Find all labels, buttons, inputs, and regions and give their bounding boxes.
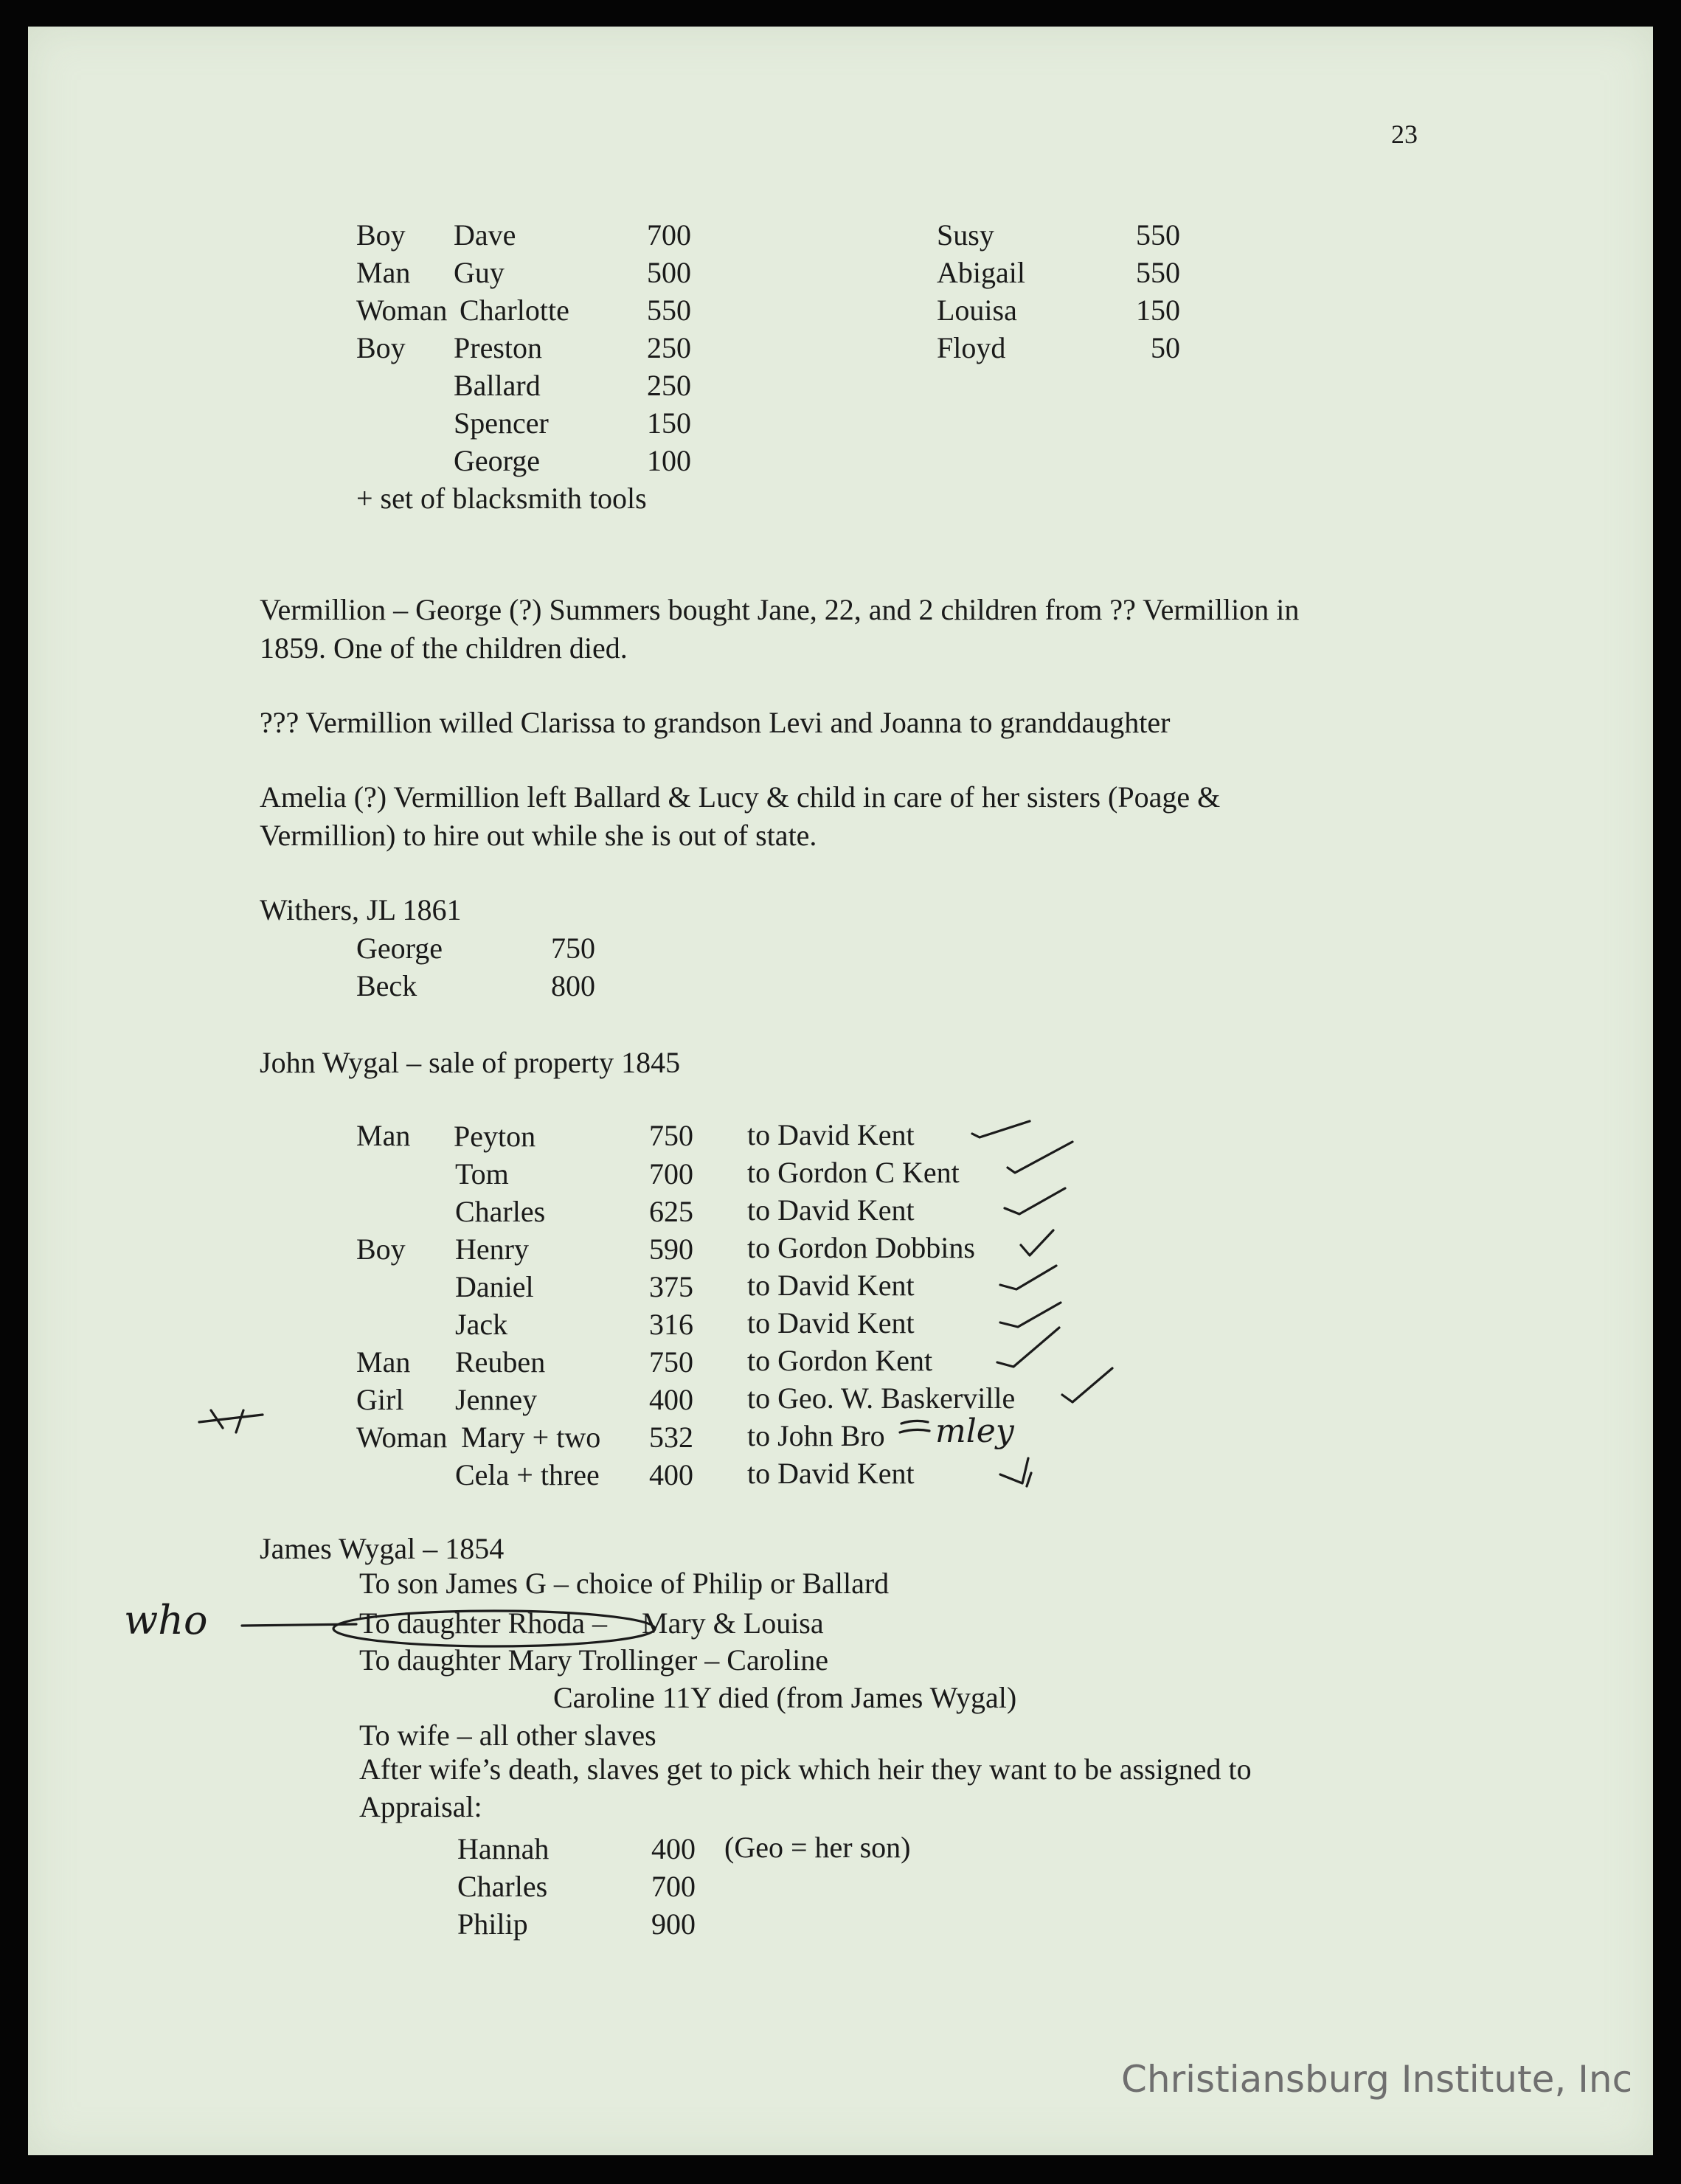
table-value: 550: [1136, 256, 1180, 289]
asterisk-icon: [199, 1410, 263, 1432]
table-value: 250: [647, 369, 691, 402]
handwritten-correction: mley: [935, 1412, 1014, 1450]
table-value: 750: [649, 1345, 693, 1379]
table-name: Mary + two: [461, 1421, 601, 1454]
vermillion-paragraph: Amelia (?) Vermillion left Ballard & Lucy & child in care of her sisters (Poage &: [260, 780, 1221, 814]
tools-note: + set of blacksmith tools: [356, 482, 647, 515]
table-value: 700: [649, 1157, 693, 1190]
table-value: 750: [551, 932, 595, 965]
table-value: 400: [649, 1383, 693, 1416]
table-buyer: to Geo. W. Baskerville: [747, 1382, 1016, 1415]
table-value: 532: [649, 1421, 693, 1454]
table-name: Hannah: [457, 1832, 550, 1865]
table-name: Daniel: [455, 1270, 534, 1303]
john-wygal-heading: John Wygal – sale of property 1845: [260, 1046, 681, 1079]
watermark: Christiansburg Institute, Inc: [1121, 2058, 1633, 2101]
table-type: Boy: [356, 218, 406, 252]
table-type: Boy: [356, 1233, 406, 1266]
table-name: Abigail: [937, 256, 1025, 289]
vermillion-paragraph: Vermillion) to hire out while she is out of state.: [260, 819, 817, 852]
table-value: 150: [647, 406, 691, 440]
will-line: To daughter Mary Trollinger – Caroline: [359, 1643, 828, 1677]
checkmark-icon: [1000, 1303, 1061, 1327]
table-buyer: to Gordon C Kent: [747, 1156, 960, 1189]
withers-heading: Withers, JL 1861: [260, 893, 462, 926]
table-buyer: to John Bro: [747, 1419, 885, 1452]
table-value: 50: [1151, 331, 1180, 364]
table-value: 316: [649, 1308, 693, 1341]
table-name: Henry: [455, 1233, 529, 1266]
table-name: Preston: [454, 331, 542, 364]
checkmark-icon: [1021, 1230, 1053, 1255]
table-name: Philip: [457, 1907, 528, 1941]
checkmark-icon: [972, 1121, 1030, 1137]
checkmark-icon: [1005, 1188, 1065, 1214]
table-value: 700: [651, 1870, 696, 1903]
table-name: Dave: [454, 218, 516, 252]
table-name: Peyton: [454, 1120, 536, 1153]
checkmark-icon: [1027, 1473, 1031, 1486]
checkmark-icon: [1000, 1458, 1028, 1483]
table-name: Ballard: [454, 369, 541, 402]
table-value: 150: [1136, 294, 1180, 327]
table-type: Boy: [356, 331, 406, 364]
strikethrough-icon: [901, 1421, 928, 1424]
table-value: 500: [647, 256, 691, 289]
table-buyer: to Gordon Kent: [747, 1344, 933, 1377]
table-type: Woman: [356, 1421, 448, 1454]
table-name: Guy: [454, 256, 505, 289]
table-value: 900: [651, 1907, 696, 1941]
table-value: 625: [649, 1195, 693, 1228]
table-value: 100: [647, 444, 691, 477]
table-value: 400: [651, 1832, 696, 1865]
strikethrough-icon: [900, 1429, 929, 1432]
page-number: 23: [1391, 119, 1418, 149]
vermillion-paragraph: Vermillion – George (?) Summers bought Jane, 22, and 2 children from ?? Vermillion in: [260, 593, 1300, 626]
table-name: Louisa: [937, 294, 1017, 327]
table-name: George: [356, 932, 443, 965]
checkmark-icon: [1062, 1368, 1112, 1402]
table-type: Girl: [356, 1383, 404, 1416]
will-line: After wife’s death, slaves get to pick which heir they want to be assigned to: [359, 1753, 1252, 1786]
appraisal-label: Appraisal:: [359, 1790, 482, 1823]
james-wygal-heading: James Wygal – 1854: [260, 1532, 505, 1565]
table-type: Man: [356, 1345, 411, 1379]
table-value: 800: [551, 969, 595, 1002]
checkmark-icon: [1008, 1142, 1072, 1173]
table-type: Man: [356, 1119, 411, 1152]
will-line: To son James G – choice of Philip or Ballard: [359, 1567, 890, 1600]
table-name: Tom: [455, 1157, 509, 1190]
table-name: Charles: [455, 1195, 546, 1228]
table-value: 250: [647, 331, 691, 364]
checkmark-icon: [1000, 1266, 1056, 1289]
checkmark-icon: [997, 1328, 1059, 1367]
vermillion-paragraph: ??? Vermillion willed Clarissa to grandson Levi and Joanna to granddaughter: [260, 706, 1171, 739]
will-line: Mary & Louisa: [642, 1606, 824, 1640]
table-value: 750: [649, 1119, 693, 1152]
table-type: Woman: [356, 294, 448, 327]
will-line: Caroline 11Y died (from James Wygal): [553, 1681, 1017, 1714]
table-name: Reuben: [455, 1345, 546, 1379]
table-value: 375: [649, 1270, 693, 1303]
table-name: Beck: [356, 969, 417, 1002]
table-value: 400: [649, 1458, 693, 1491]
table-name: Jenney: [455, 1383, 538, 1416]
will-line: To wife – all other slaves: [359, 1719, 656, 1752]
table-name: Charlotte: [460, 294, 569, 327]
table-value: 550: [647, 294, 691, 327]
table-value: 550: [1136, 218, 1180, 252]
table-buyer: to David Kent: [747, 1269, 915, 1302]
will-line: To daughter Rhoda –: [359, 1606, 608, 1640]
margin-note: who: [124, 1597, 208, 1643]
table-buyer: to David Kent: [747, 1118, 915, 1151]
vermillion-paragraph: 1859. One of the children died.: [260, 631, 628, 665]
table-name: Jack: [455, 1308, 508, 1341]
table-buyer: to David Kent: [747, 1306, 915, 1339]
table-value: 700: [647, 218, 691, 252]
table-name: Cela + three: [455, 1458, 600, 1491]
table-name: George: [454, 444, 540, 477]
table-value: 590: [649, 1233, 693, 1266]
table-name: Charles: [457, 1870, 548, 1903]
table-name: Susy: [937, 218, 994, 252]
table-buyer: to David Kent: [747, 1457, 915, 1490]
table-buyer: to David Kent: [747, 1193, 915, 1227]
table-buyer: to Gordon Dobbins: [747, 1231, 975, 1264]
table-note: (Geo = her son): [724, 1831, 911, 1864]
table-type: Man: [356, 256, 411, 289]
table-name: Spencer: [454, 406, 549, 440]
table-name: Floyd: [937, 331, 1006, 364]
